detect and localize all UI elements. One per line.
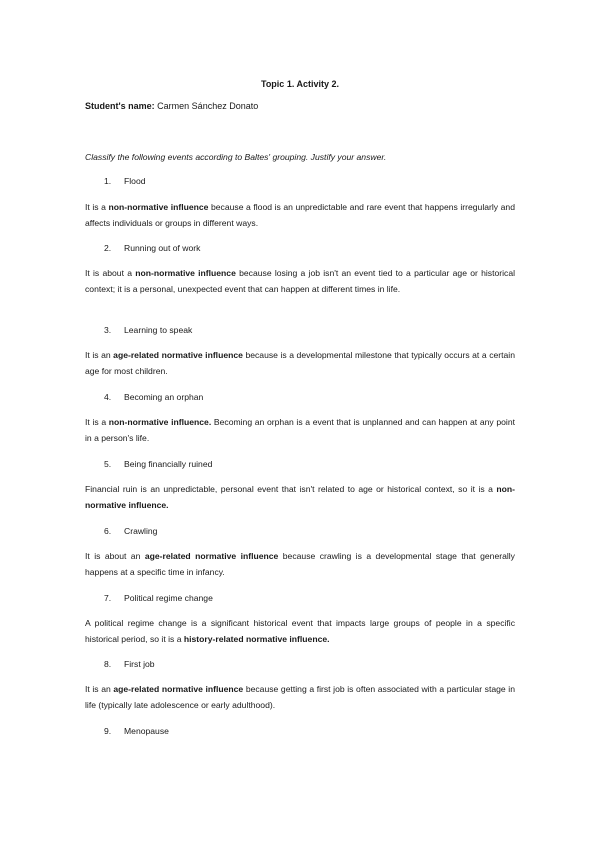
- list-item: [104, 243, 200, 253]
- answer-paragraph: [85, 266, 515, 297]
- student-name-line: [85, 101, 258, 111]
- list-item: [104, 593, 213, 603]
- classification: age-related normative influence: [113, 350, 243, 360]
- item-number: 4.: [104, 392, 112, 402]
- classification: non-normative influence.: [85, 484, 515, 510]
- list-item: [104, 659, 155, 669]
- list-item: [104, 176, 146, 186]
- item-label: Crawling: [124, 526, 158, 536]
- item-number: 8.: [104, 659, 112, 669]
- document-title: Topic 1. Activity 2.: [260, 79, 340, 89]
- list-item: [104, 459, 212, 469]
- item-number: 1.: [104, 176, 112, 186]
- answer-text: It is about a: [85, 268, 136, 278]
- answer-text: because losing a job isn't an event tied to a particular age or historical context; it is a personal, unexpected event that can happen at different times in life.: [85, 268, 516, 294]
- item-number: 9.: [104, 726, 112, 736]
- classification: age-related normative influence: [113, 684, 244, 694]
- instruction-text: Classify the following events according to Baltes' grouping. Justify your answer.: [85, 152, 387, 162]
- answer-paragraph: [85, 415, 515, 446]
- answer-text: A political regime change is a significant historical event that impacts large groups of people in a specific historical period, so it is a: [85, 618, 515, 644]
- item-label: Being financially ruined: [124, 459, 213, 469]
- item-number: 6.: [104, 526, 112, 536]
- answer-text: It is a: [85, 417, 109, 427]
- classification: history-related normative influence.: [183, 633, 330, 644]
- classification: age-related normative influence: [144, 551, 279, 561]
- answer-text: because a flood is an unpredictable and rare event that happens irregularly and affects individuals or groups in different ways.: [85, 202, 515, 228]
- answer-paragraph: [85, 549, 515, 580]
- answer-text: It is an: [85, 684, 114, 694]
- item-label: First job: [124, 659, 155, 669]
- answer-text: It is an: [85, 350, 114, 360]
- answer-text: It is a: [85, 202, 109, 212]
- classification: non-normative influence: [135, 268, 236, 278]
- item-number: 7.: [104, 593, 112, 603]
- classification: non-normative influence: [108, 202, 209, 212]
- answer-text: because getting a first job is often associated with a particular stage in life (typically late adolescence or early adulthood).: [85, 684, 515, 710]
- answer-paragraph: [85, 348, 515, 379]
- classification: non-normative influence.: [108, 417, 212, 427]
- answer-text: It is about an: [85, 551, 145, 561]
- answer-paragraph: [85, 616, 515, 647]
- item-label: Menopause: [124, 726, 169, 736]
- item-label: Learning to speak: [124, 325, 193, 335]
- answer-text: Becoming an orphan is a event that is unplanned and can happen at any point in a person's life.: [85, 417, 515, 443]
- answer-text: because is a developmental milestone that typically occurs at a certain age for most children.: [85, 350, 515, 376]
- answer-paragraph: [85, 200, 515, 231]
- list-item: [104, 526, 157, 536]
- item-label: Running out of work: [124, 243, 201, 253]
- answer-text: Financial ruin is an unpredictable, personal event that isn't related to age or historical context, so it is a: [85, 484, 497, 494]
- item-label: Becoming an orphan: [124, 392, 204, 402]
- answer-paragraph: [85, 682, 515, 713]
- item-number: 3.: [104, 325, 112, 335]
- student-name-label: Student's name:: [85, 101, 155, 111]
- item-label: Flood: [124, 176, 146, 186]
- answer-paragraph: [85, 482, 515, 513]
- list-item: [104, 726, 169, 736]
- list-item: [104, 325, 192, 335]
- list-item: [104, 392, 203, 402]
- answer-text: because crawling is a developmental stage that generally happens at a specific time in infancy.: [85, 551, 515, 577]
- item-number: 2.: [104, 243, 112, 253]
- item-label: Political regime change: [124, 593, 213, 603]
- student-name-value: Carmen Sánchez Donato: [157, 101, 259, 111]
- item-number: 5.: [104, 459, 112, 469]
